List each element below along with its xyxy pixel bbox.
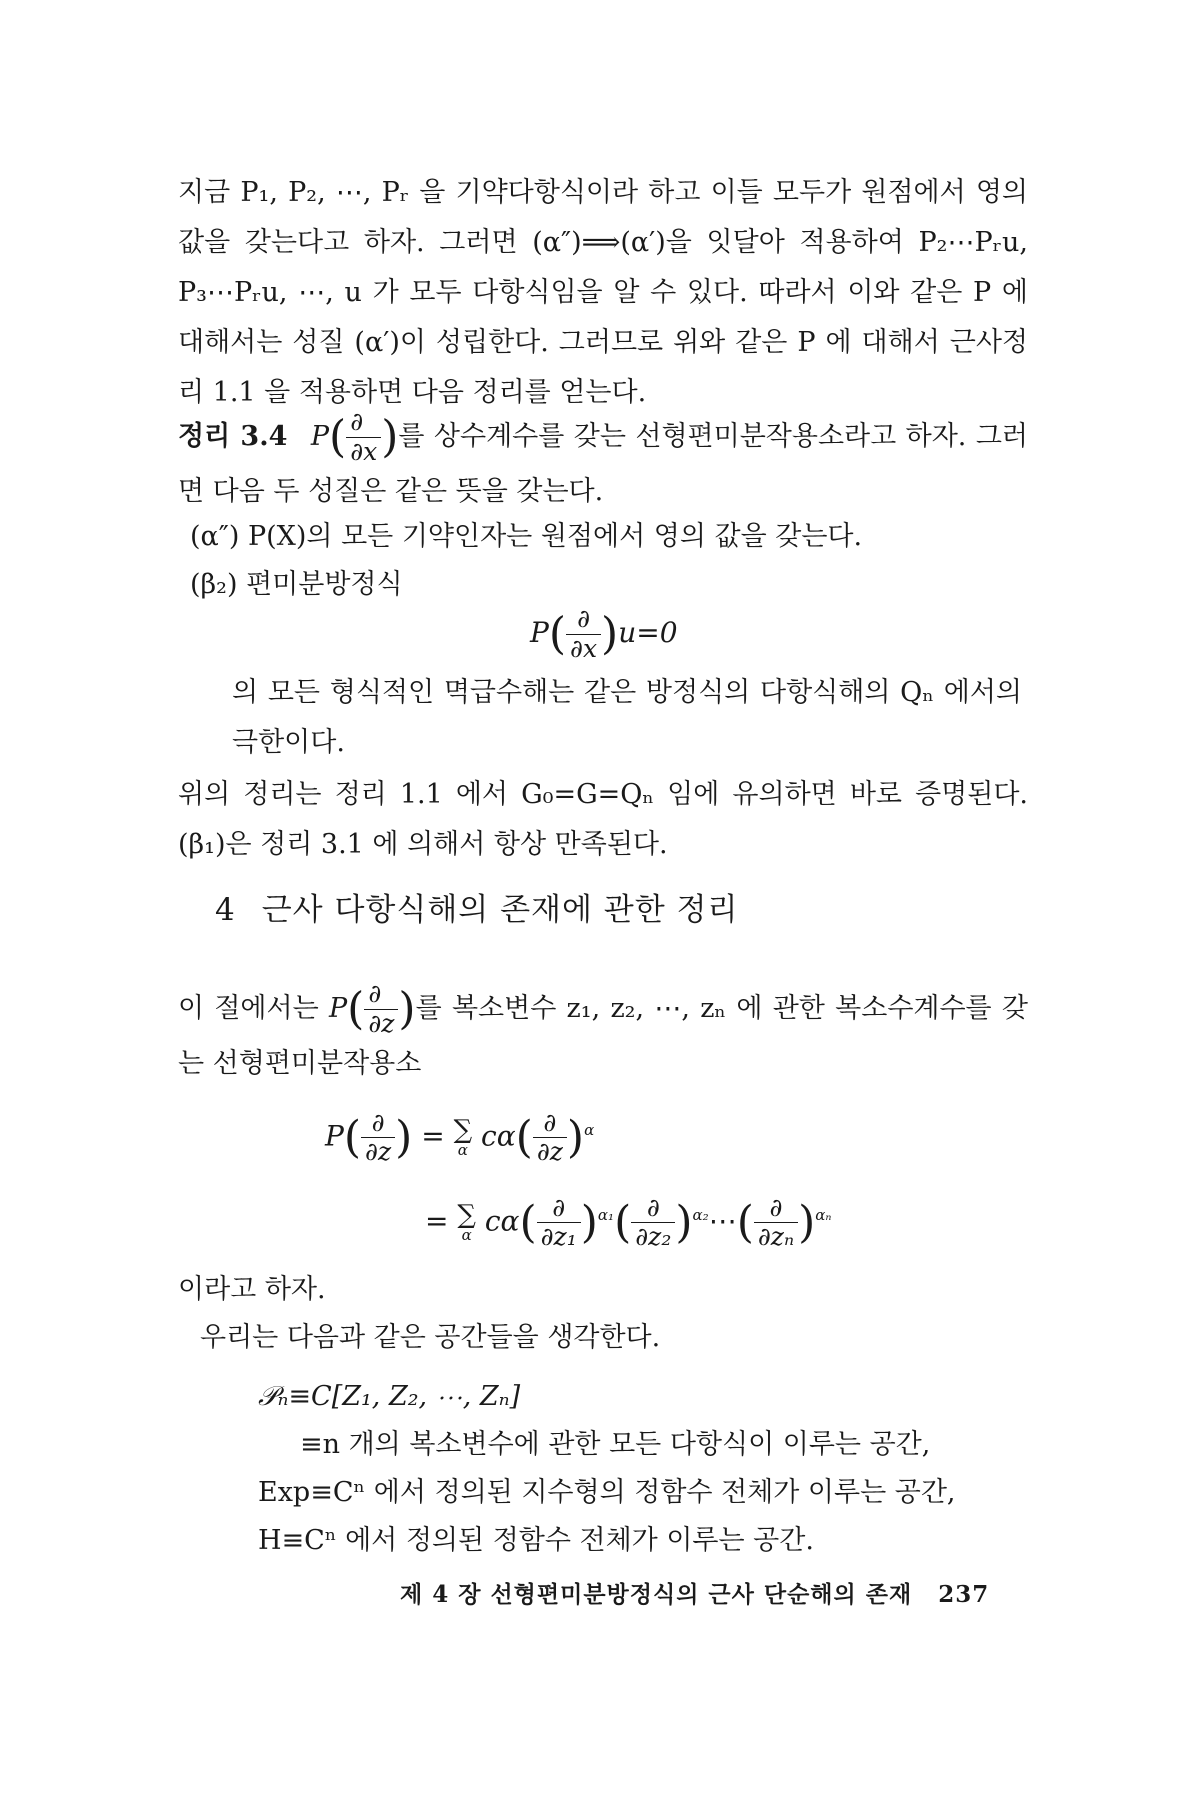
section-number: 4 <box>215 892 236 928</box>
theorem-text: 를 상수계수를 갖는 선형편미분작용소라고 하자. 그러면 다음 두 성질은 같은 뜻을 갖는다. <box>178 420 1028 507</box>
paragraph-section-intro <box>178 980 1028 1089</box>
paragraph-proof-note <box>178 770 1028 870</box>
section-title: 근사 다항식해의 존재에 관한 정리 <box>261 892 739 928</box>
page-number: 237 <box>938 1581 990 1608</box>
sum-symbol: ∑ α <box>453 1115 473 1160</box>
theorem-statement <box>178 408 1028 517</box>
paren-close: ) <box>381 411 399 463</box>
equation-operator-def: P( $\frac{\partial}{\partial z}$ ) = ∑ α cα( $\frac{\partial}{\partial z}$ )$^\alpha$ <box>325 1107 595 1167</box>
equation-pde: P( $\frac{\partial}{\partial x}$ )u=0 <box>530 604 678 663</box>
paragraph-intro <box>178 168 1028 418</box>
line-spaces-intro: 우리는 다음과 같은 공간들을 생각한다. <box>200 1322 661 1353</box>
condition-beta <box>190 560 1040 610</box>
line-let: 이라고 하자. <box>178 1274 326 1305</box>
paragraph-proof-note-text: 위의 정리는 정리 1.1 에서 G₀=G=Qₙ 임에 유의하면 바로 증명된다. (β₁)은 정리 3.1 에 의해서 항상 만족된다. <box>178 779 1028 860</box>
section-heading <box>215 885 738 935</box>
condition-alpha <box>190 512 1040 562</box>
fraction-d-dx: $\frac{\partial}{\partial x}$ <box>346 408 381 467</box>
running-footer <box>400 1570 989 1620</box>
theorem-3-4 <box>178 408 1028 517</box>
paren-open: ( <box>329 411 347 463</box>
operator-symbol: P <box>310 420 330 452</box>
condition-beta-continued <box>232 668 1022 768</box>
paragraph-intro-text: 지금 P₁, P₂, ⋯, Pᵣ 을 기약다항식이라 하고 이들 모두가 원점에서 영의 값을 갖는다고 하자. 그러면 (α″)⟹(α′)을 잇달아 적용하여 P₂⋯Pᵣu, P₃⋯Pᵣu, ⋯, u 가 모두 다항식임을 알 수 있다. 따라서 이와 같은 P 에 대해서는 성질 (α′)이 성립한다. 그러므로 위와 같은 P 에 대해서 근사정리 1.1 을 적용하면 다음 정리를 얻는다. <box>178 177 1028 408</box>
fraction-d-dz: $\frac{\partial}{\partial z}$ <box>364 980 398 1039</box>
theorem-label: 정리 3.4 <box>178 420 288 452</box>
space-entire: H≡Cⁿ 에서 정의된 정함수 전체가 이루는 공간. <box>258 1525 814 1556</box>
space-polynomials-desc: ≡n 개의 복소변수에 관한 모든 다항식이 이루는 공간, <box>300 1429 931 1460</box>
footer-chapter: 제 4 장 선형편미분방정식의 근사 단순해의 존재 <box>400 1581 913 1608</box>
condition-alpha-text: (α″) P(X)의 모든 기약인자는 원점에서 영의 값을 갖는다. <box>190 521 863 552</box>
space-polynomials: 𝒫ₙ≡C[Z₁, Z₂, ⋯, Zₙ] <box>258 1381 521 1412</box>
space-exp: Exp≡Cⁿ 에서 정의된 지수형의 정함수 전체가 이루는 공간, <box>258 1477 956 1508</box>
condition-beta-text: (β₂) 편미분방정식 <box>190 569 403 600</box>
paragraph-section-intro-text: 이 절에서는 P( $\frac{\partial}{\partial z}$ )를 복소변수 z₁, z₂, ⋯, zₙ 에 관한 복소수계수를 갖는 선형편미분작용소 <box>178 979 1028 1079</box>
equation-operator-expanded: = ∑ α cα( $\frac{\partial}{\text{∂z₁}}$ )$^{\alpha_1}$( $\frac{\partial}{\text{∂z₂}}$ )$^{\alpha_2}$⋯( $\frac{\partial}{\text{∂zₙ}}$ )$^{\alpha_n}$ <box>425 1192 832 1252</box>
fraction-eq1: $\frac{\partial}{\partial x}$ <box>566 605 601 664</box>
condition-beta-cont-text: 의 모든 형식적인 멱급수해는 같은 방정식의 다항식해의 Qₙ 에서의 극한이다. <box>232 677 1022 758</box>
